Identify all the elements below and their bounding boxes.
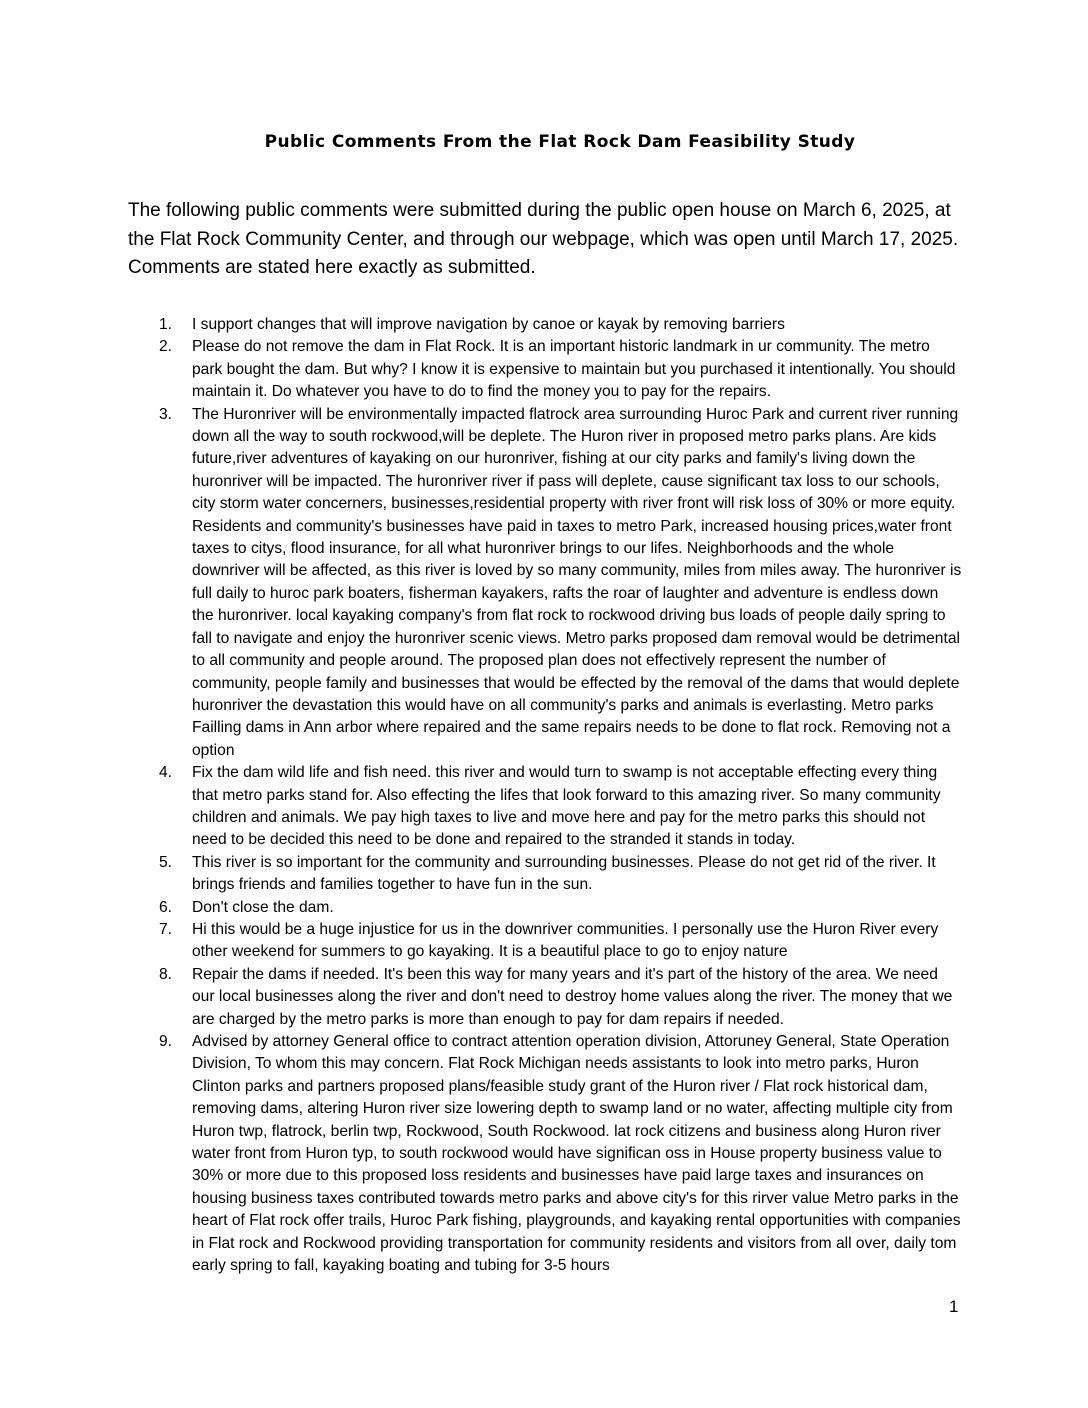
- comment-number: 8.: [159, 965, 173, 983]
- comment-text: Advised by attorney General office to contract attention operation division, Attoruney General, State Operation Division, To whom this may concern. Flat Rock Michigan needs assistants to look into metro parks, Huron Clinton parks and partners proposed plans/feasible study grant of the Huron river / Flat rock historical dam, removing dams, altering Huron river size lowering depth to swamp land or no water, affecting multiple city from Huron twp, flatrock, berlin twp, Rockwood, South Rockwood. lat rock citizens and business along Huron river water front from Huron typ, to south rockwood would have significan oss in House property business value to 30% or more due to this proposed loss residents and businesses have paid large taxes and insurances on housing business taxes contributed towards metro parks and above city's for this rirver value Metro parks in the heart of Flat rock offer trails, Huroc Park fishing, playgrounds, and kayaking rental opportunities with companies in Flat rock and Rockwood providing transportation for community residents and visitors from all over, daily tom early spring to fall, kayaking boating and tubing for 3-5 hours: [192, 1033, 961, 1275]
- comment-number: 3.: [159, 405, 173, 423]
- comment-number: 4.: [159, 764, 173, 782]
- comment-text: Fix the dam wild life and fish need. this river and would turn to swamp is not acceptable effecting every thing that metro parks stand for. Also effecting the lifes that look forward to this amazing river. So many community children and animals. We pay high taxes to live and move here and pay for the metro parks this should not need to be decided this need to be done and repaired to the stranded it stands in today.: [192, 764, 941, 849]
- comment-text: Repair the dams if needed. It's been this way for many years and it's part of the history of the area. We need our local businesses along the river and don't need to destroy home values along the river. The money that we are charged by the metro parks is more than enough to pay for dam repairs if needed.: [192, 965, 953, 1028]
- comment-item: [154, 1031, 964, 1277]
- comment-item: [154, 964, 964, 1031]
- comments-list: [154, 314, 964, 1277]
- comment-number: 6.: [159, 898, 173, 916]
- comment-item: [154, 314, 964, 336]
- comment-item: [154, 762, 964, 852]
- comment-text: This river is so important for the community and surrounding businesses. Please do not get rid of the river. It brings friends and families together to have fun in the sun.: [192, 853, 936, 894]
- comment-number: 9.: [159, 1033, 173, 1050]
- document-title: Public Comments From the Flat Rock Dam Feasibility Study: [264, 132, 856, 152]
- comment-number: 2.: [159, 338, 173, 356]
- comment-number: 5.: [159, 853, 173, 871]
- comment-number: 1.: [159, 316, 173, 333]
- page-number: 1: [949, 1297, 959, 1316]
- comment-item: [154, 852, 964, 897]
- comment-text: Please do not remove the dam in Flat Rock. It is an important historic landmark in ur community. The metro park bought the dam. But why? I know it is expensive to maintain but you purchased it intentionally. You should maintain it. Do whatever you have to do to find the money you to pay for the repairs.: [192, 338, 956, 401]
- intro-paragraph: The following public comments were submitted during the public open house on March 6, 2025, at the Flat Rock Community Center, and through our webpage, which was open until March 17, 2025. Comments are stated here exactly as submitted.: [128, 200, 959, 278]
- comment-item: [154, 404, 964, 763]
- comment-number: 7.: [159, 920, 173, 938]
- comment-text: The Huronriver will be environmentally impacted flatrock area surrounding Huroc Park and current river running down all the way to south rockwood,will be deplete. The Huron river in proposed metro parks plans. Are kids future,river adventures of kayaking on our huronriver, fishing at our city parks and family's living down the huronriver will be impacted. The huronriver river if pass will deplete, cause significant tax loss to our schools, city storm water concerners, businesses,residential property with river front will risk loss of 30% or more equity. Residents and community's businesses have paid in taxes to metro Park, increased housing prices,water front taxes to citys, flood insurance, for all what huronriver brings to our lifes. Neighborhoods and the whole downriver will be affected, as this river is loved by so many community, miles from miles away. The huronriver is full daily to huroc park boaters, fisherman kayakers, rafts the roar of laughter and adventure is endless down the huronriver. local kayaking company's from flat rock to rockwood driving bus loads of people daily spring to fall to navigate and enjoy the huronriver scenic views. Metro parks proposed dam removal would be detrimental to all community and people around. The proposed plan does not effectively represent the number of community, people family and businesses that would be effected by the removal of the dams that would deplete huronriver the devastation this would have on all community's parks and animals is everlasting. Metro parks Failling dams in Ann arbor where repaired and the same repairs needs to be done to flat rock. Removing not a option: [192, 405, 962, 759]
- comment-item: [154, 336, 964, 403]
- comment-text: I support changes that will improve navigation by canoe or kayak by removing barriers: [192, 316, 785, 333]
- comment-item: [154, 897, 964, 919]
- comment-text: Don't close the dam.: [192, 898, 334, 916]
- comment-text: Hi this would be a huge injustice for us in the downriver communities. I personally use the Huron River every other weekend for summers to go kayaking. It is a beautiful place to go to enjoy nature: [192, 920, 939, 961]
- comment-item: [154, 919, 964, 964]
